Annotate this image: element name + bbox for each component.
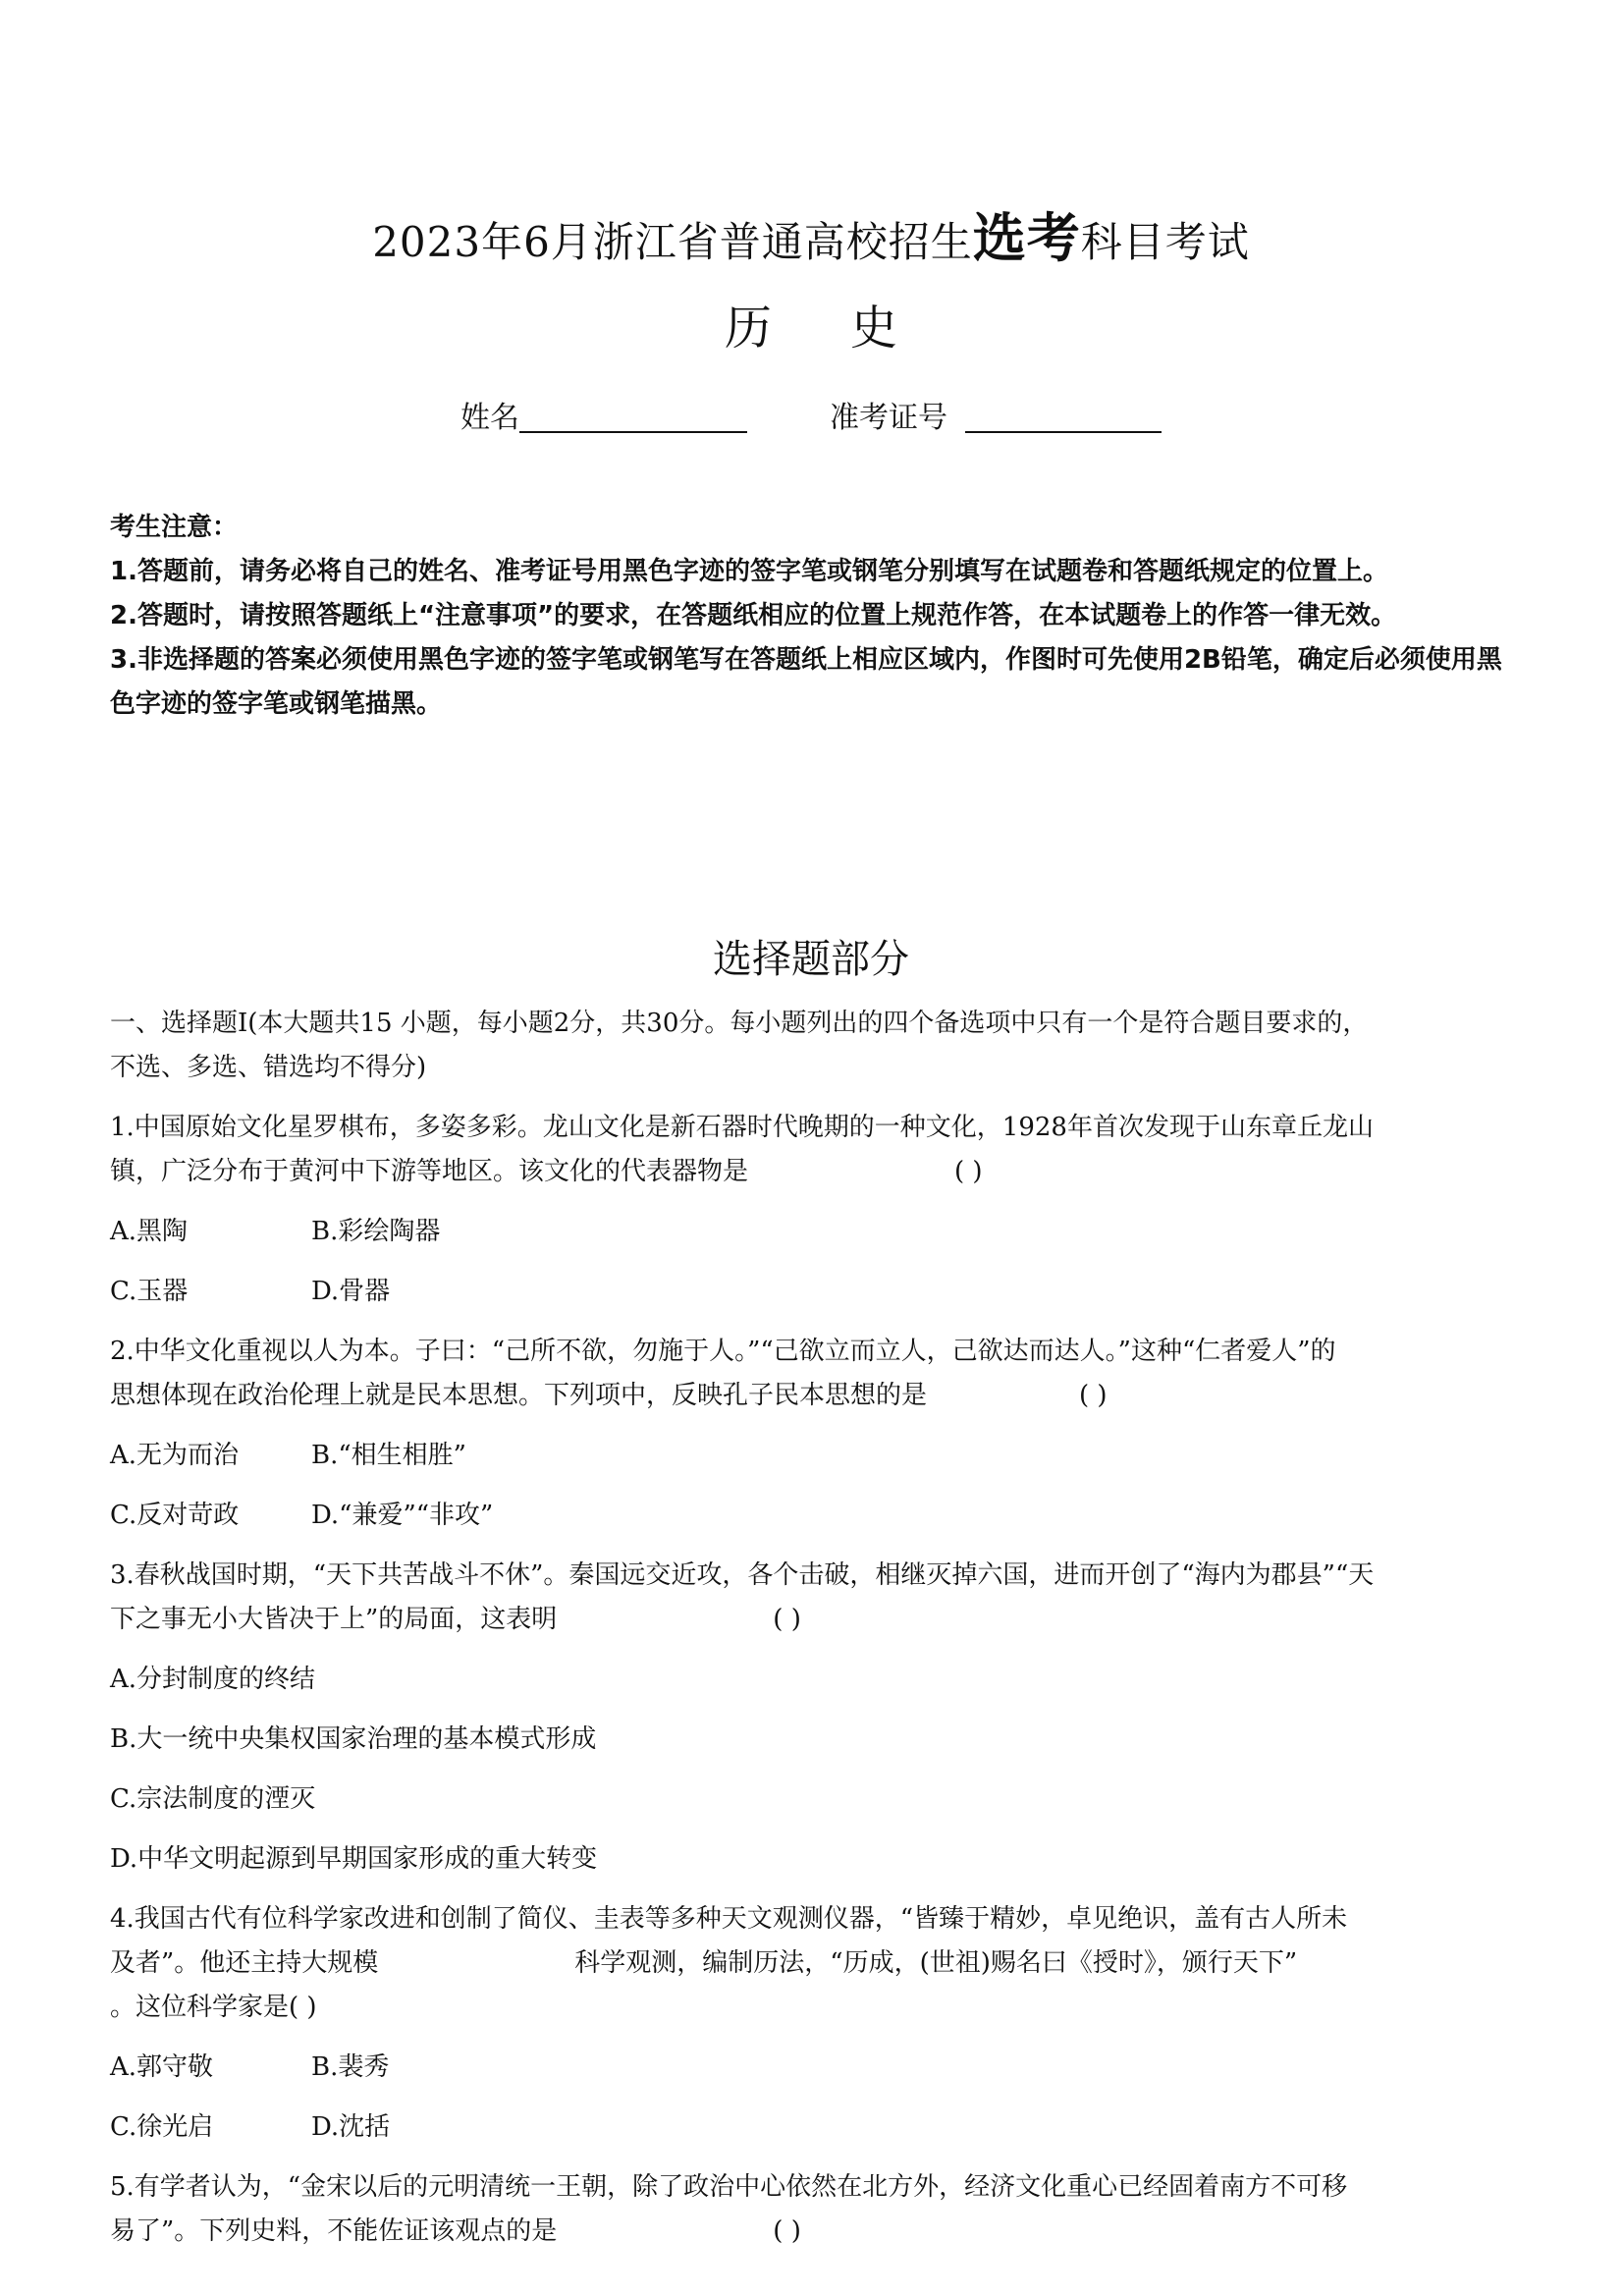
question-line: 5.有学者认为，“金宋以后的元明清统一王朝，除了政治中心依然在北方外，经济文化重心已经固着南方不可移 <box>110 2172 1348 2202</box>
instruction-line: 一、选择题I(本大题共15 小题，每小题2分，共30分。每小题列出的四个备选项中只有一个是符合题目要求的， <box>110 1009 1369 1038</box>
questions-area <box>110 1002 1524 2254</box>
question-line: 2.中华文化重视以人为本。子曰：“己所不欲，勿施于人。”“己欲立而立人，己欲达而达人。”这种“仁者爱人”的 <box>110 1337 1336 1366</box>
options-row <box>110 2046 1524 2090</box>
options-row <box>110 1270 1524 1314</box>
question-line <box>110 1150 1524 1194</box>
option-d[interactable]: D.“兼爱”“非攻” <box>311 1501 494 1530</box>
question-2 <box>110 1330 1524 1418</box>
option-a[interactable]: A.无为而治 <box>110 1441 240 1470</box>
question-text: 科学观测，编制历法，“历成，(世祖)赐名曰《授时》，颁行天下” <box>574 1948 1298 1978</box>
option-c[interactable]: C.反对苛政 <box>110 1501 240 1530</box>
option-a[interactable]: A.分封制度的终结 <box>110 1665 316 1694</box>
name-blank[interactable] <box>519 402 747 433</box>
title-suffix: 科目考试 <box>1080 218 1250 266</box>
option-c[interactable]: C.玉器 <box>110 1277 189 1306</box>
notice-item: 1.答题前，请务必将自己的姓名、准考证号用黑色字迹的签字笔或钢笔分别填写在试题卷和答题纸规定的位置上。 <box>110 557 1388 586</box>
notice-heading: 考生注意： <box>110 513 239 542</box>
subject-char-2: 史 <box>850 301 898 355</box>
exam-id-blank[interactable] <box>965 402 1162 433</box>
question-line <box>110 1941 1524 1986</box>
option-b[interactable]: B.大一统中央集权国家治理的基本模式形成 <box>110 1724 597 1754</box>
option-d[interactable]: D.沈括 <box>311 2112 391 2142</box>
option-a[interactable]: A.黑陶 <box>110 1217 189 1246</box>
notice-item: 2.答题时，请按照答题纸上“注意事项”的要求，在答题纸相应的位置上规范作答，在本试题卷上的作答一律无效。 <box>110 601 1397 630</box>
question-line: 。这位科学家是( ) <box>110 1993 317 2022</box>
option-c[interactable]: C.宗法制度的湮灭 <box>110 1784 316 1814</box>
question-line <box>110 1374 1524 1418</box>
question-line <box>110 2210 1524 2254</box>
answer-paren: ( ) <box>1079 1381 1108 1410</box>
question-line <box>110 1598 1524 1642</box>
answer-paren: ( ) <box>773 1605 801 1634</box>
options-row <box>110 1434 1524 1478</box>
question-1 <box>110 1106 1524 1194</box>
option-a[interactable]: A.郭守敬 <box>110 2052 214 2082</box>
title-prefix: 2023年6月浙江省普通高校招生 <box>372 218 973 266</box>
section-title: 选择题部分 <box>713 937 909 982</box>
exam-title <box>0 196 1622 272</box>
option-b[interactable]: B.裴秀 <box>311 2052 390 2082</box>
options-row <box>110 1210 1524 1254</box>
notice-item: 3.非选择题的答案必须使用黑色字迹的签字笔或钢笔写在答题纸上相应区域内，作图时可先使用2B铅笔，确定后必须使用黑色字迹的签字笔或钢笔描黑。 <box>110 645 1502 719</box>
question-text: 下之事无小大皆决于上”的局面，这表明 <box>110 1605 558 1634</box>
options-row <box>110 2105 1524 2150</box>
option-b[interactable]: B.彩绘陶器 <box>311 1217 441 1246</box>
option-d[interactable]: D.中华文明起源到早期国家形成的重大转变 <box>110 1844 598 1874</box>
subject-title <box>0 290 1622 357</box>
answer-paren: ( ) <box>954 1157 983 1186</box>
question-text: 及者”。他还主持大规模 <box>110 1948 379 1978</box>
question-text: 易了”。下列史料，不能佐证该观点的是 <box>110 2216 558 2246</box>
question-4 <box>110 1897 1524 2030</box>
candidate-info-line <box>0 393 1622 436</box>
subject-char-1: 历 <box>724 301 772 355</box>
option-d[interactable]: D.骨器 <box>311 1277 391 1306</box>
question-line: 4.我国古代有位科学家改进和创制了简仪、圭表等多种天文观测仪器，“皆臻于精妙，卓见绝识，盖有古人所未 <box>110 1904 1348 1934</box>
name-label: 姓名 <box>460 401 519 435</box>
question-line: 3.春秋战国时期，“天下共苦战斗不休”。秦国远交近攻，各个击破，相继灭掉六国，进而开创了“海内为郡县”“天 <box>110 1560 1375 1590</box>
option-c[interactable]: C.徐光启 <box>110 2112 214 2142</box>
options-row <box>110 1494 1524 1538</box>
option-b[interactable]: B.“相生相胜” <box>311 1441 466 1470</box>
question-text: 思想体现在政治伦理上就是民本思想。下列项中，反映孔子民本思想的是 <box>110 1381 928 1410</box>
question-line: 1.中国原始文化星罗棋布，多姿多彩。龙山文化是新石器时代晚期的一种文化，1928年首次发现于山东章丘龙山 <box>110 1113 1374 1142</box>
answer-paren: ( ) <box>773 2216 801 2246</box>
instruction-line: 不选、多选、错选均不得分) <box>110 1053 427 1082</box>
exam-id-label: 准考证号 <box>830 401 947 435</box>
candidate-notice <box>110 506 1524 727</box>
title-emphasis: 选考 <box>972 206 1081 269</box>
question-5 <box>110 2165 1524 2254</box>
question-3 <box>110 1554 1524 1642</box>
section-instructions <box>110 1002 1524 1090</box>
question-text: 镇，广泛分布于黄河中下游等地区。该文化的代表器物是 <box>110 1157 749 1186</box>
